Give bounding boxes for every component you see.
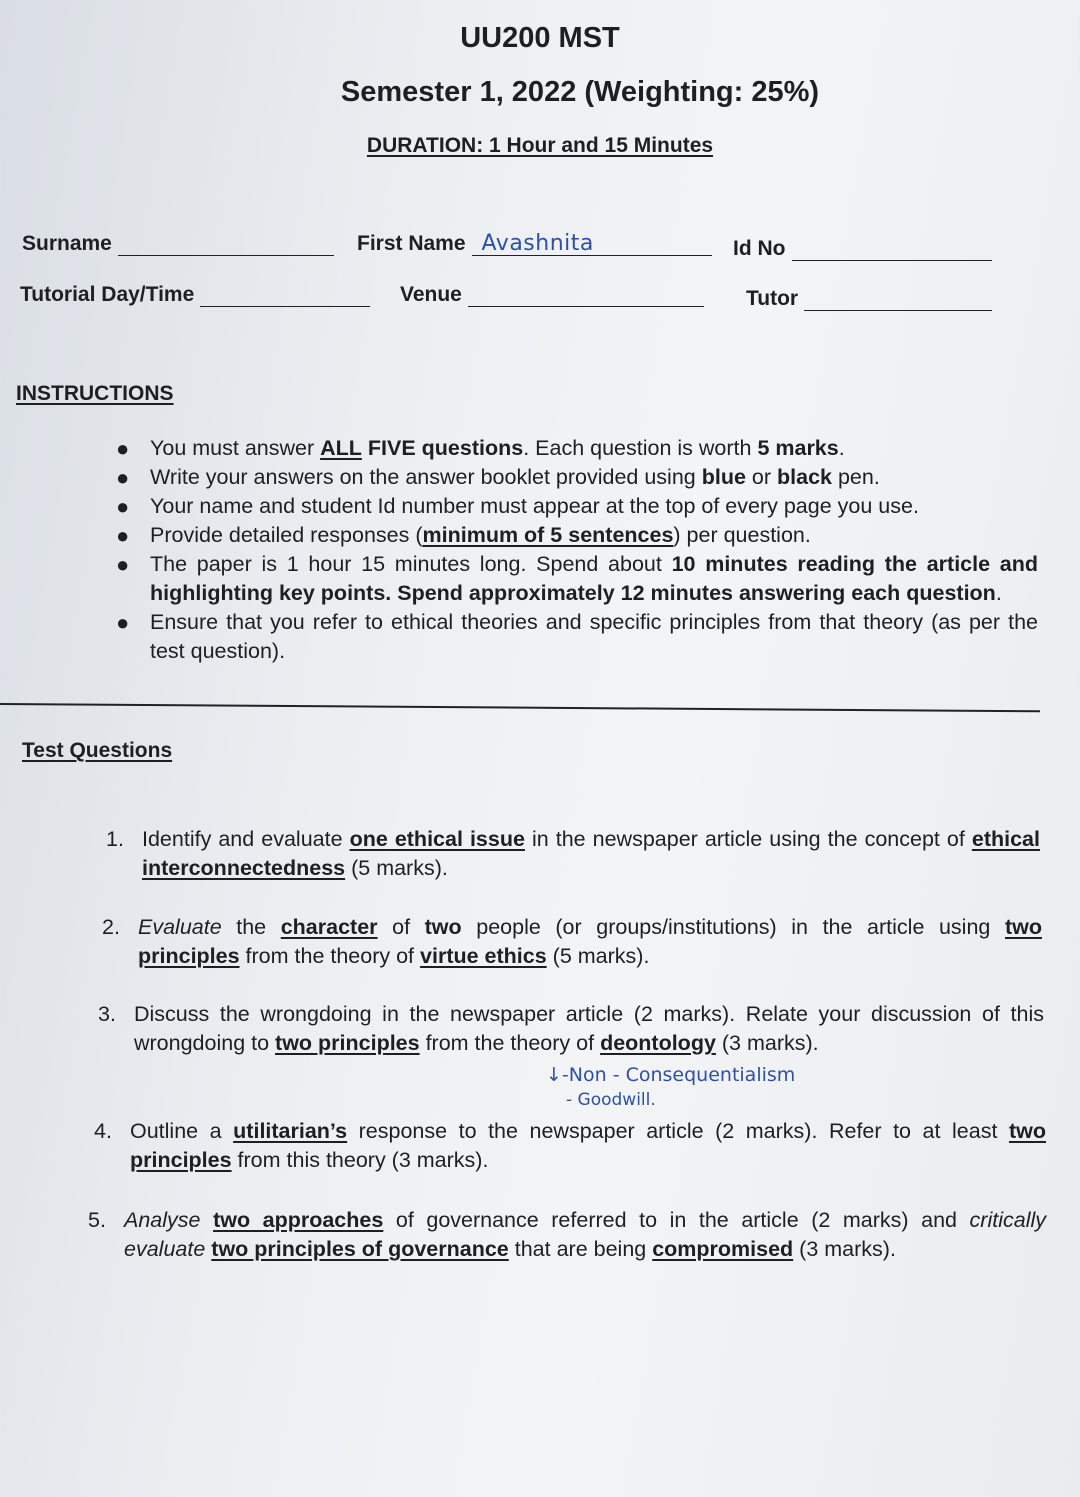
first-name-line[interactable]: [472, 233, 712, 256]
instruction-item: ● You must answer ALL FIVE questions. Each question is worth 5 marks.: [116, 436, 845, 461]
bullet-icon: ●: [116, 523, 130, 548]
id-label: Id No: [733, 237, 786, 260]
venue-line[interactable]: [468, 284, 704, 307]
surname-field: [22, 232, 334, 256]
first-name-field: [357, 232, 712, 256]
instructions-list: [108, 434, 1038, 666]
first-name-label: First Name: [357, 232, 466, 255]
bullet-icon: ●: [116, 436, 130, 461]
question-1: 1. Identify and evaluate one ethical issue in the newspaper article using the concept of ethical interconnectedness (5 marks).: [106, 827, 1040, 880]
instruction-item: ● Provide detailed responses (minimum of 5 sentences) per question.: [116, 523, 811, 548]
first-name-handwritten: Avashnita: [481, 231, 594, 256]
id-line[interactable]: [792, 238, 992, 261]
tutor-field: [746, 287, 992, 311]
handwritten-note-1: ↓-Non - Consequentialism: [546, 1064, 796, 1086]
semester-title: Semester 1, 2022 (Weighting: 25%): [340, 76, 820, 108]
course-title: UU200 MST: [460, 22, 620, 54]
tutorial-field: [20, 283, 370, 307]
tutor-label: Tutor: [746, 287, 799, 310]
handwritten-note-2: - Goodwill.: [566, 1090, 656, 1110]
instruction-item: ● The paper is 1 hour 15 minutes long. Spend about 10 minutes reading the article and highlighting key points. Spend approximately 12 minutes answering each question.: [116, 552, 1039, 605]
question-3: 3. Discuss the wrongdoing in the newspaper article (2 marks). Relate your discussion of this wrongdoing to two principles from the theory of deontology (3 marks).: [98, 1002, 1044, 1055]
id-field: [733, 237, 992, 261]
bullet-icon: ●: [116, 494, 130, 519]
venue-label: Venue: [400, 283, 462, 306]
venue-field: [400, 283, 704, 307]
tutorial-label: Tutorial Day/Time: [20, 283, 195, 306]
instruction-item: ● Ensure that you refer to ethical theories and specific principles from that theory (as per the test question).: [116, 610, 1038, 663]
instruction-item: ● Write your answers on the answer booklet provided using blue or black pen.: [116, 465, 880, 490]
tutorial-line[interactable]: [200, 284, 370, 307]
bullet-icon: ●: [116, 552, 130, 577]
bullet-icon: ●: [116, 465, 130, 490]
duration-title: DURATION: 1 Hour and 15 Minutes: [366, 134, 714, 157]
question-2: 2. Evaluate the character of two people (or groups/institutions) in the article using two principles from the theory of virtue ethics (5 marks).: [102, 915, 1042, 968]
surname-line[interactable]: [118, 233, 334, 256]
surname-label: Surname: [22, 232, 112, 255]
divider: [0, 703, 1040, 712]
instruction-item: ● Your name and student Id number must appear at the top of every page you use.: [116, 494, 919, 519]
question-4: 4. Outline a utilitarian’s response to the newspaper article (2 marks). Refer to at least two principles from this theory (3 marks).: [94, 1119, 1047, 1172]
question-5: 5. Analyse two approaches of governance referred to in the article (2 marks) and critically evaluate two principles of governance that are being compromised (3 marks).: [88, 1208, 1046, 1261]
test-questions-heading: Test Questions: [22, 739, 173, 762]
tutor-line[interactable]: [804, 288, 992, 311]
instructions-heading: INSTRUCTIONS: [16, 382, 174, 405]
bullet-icon: ●: [116, 610, 130, 635]
